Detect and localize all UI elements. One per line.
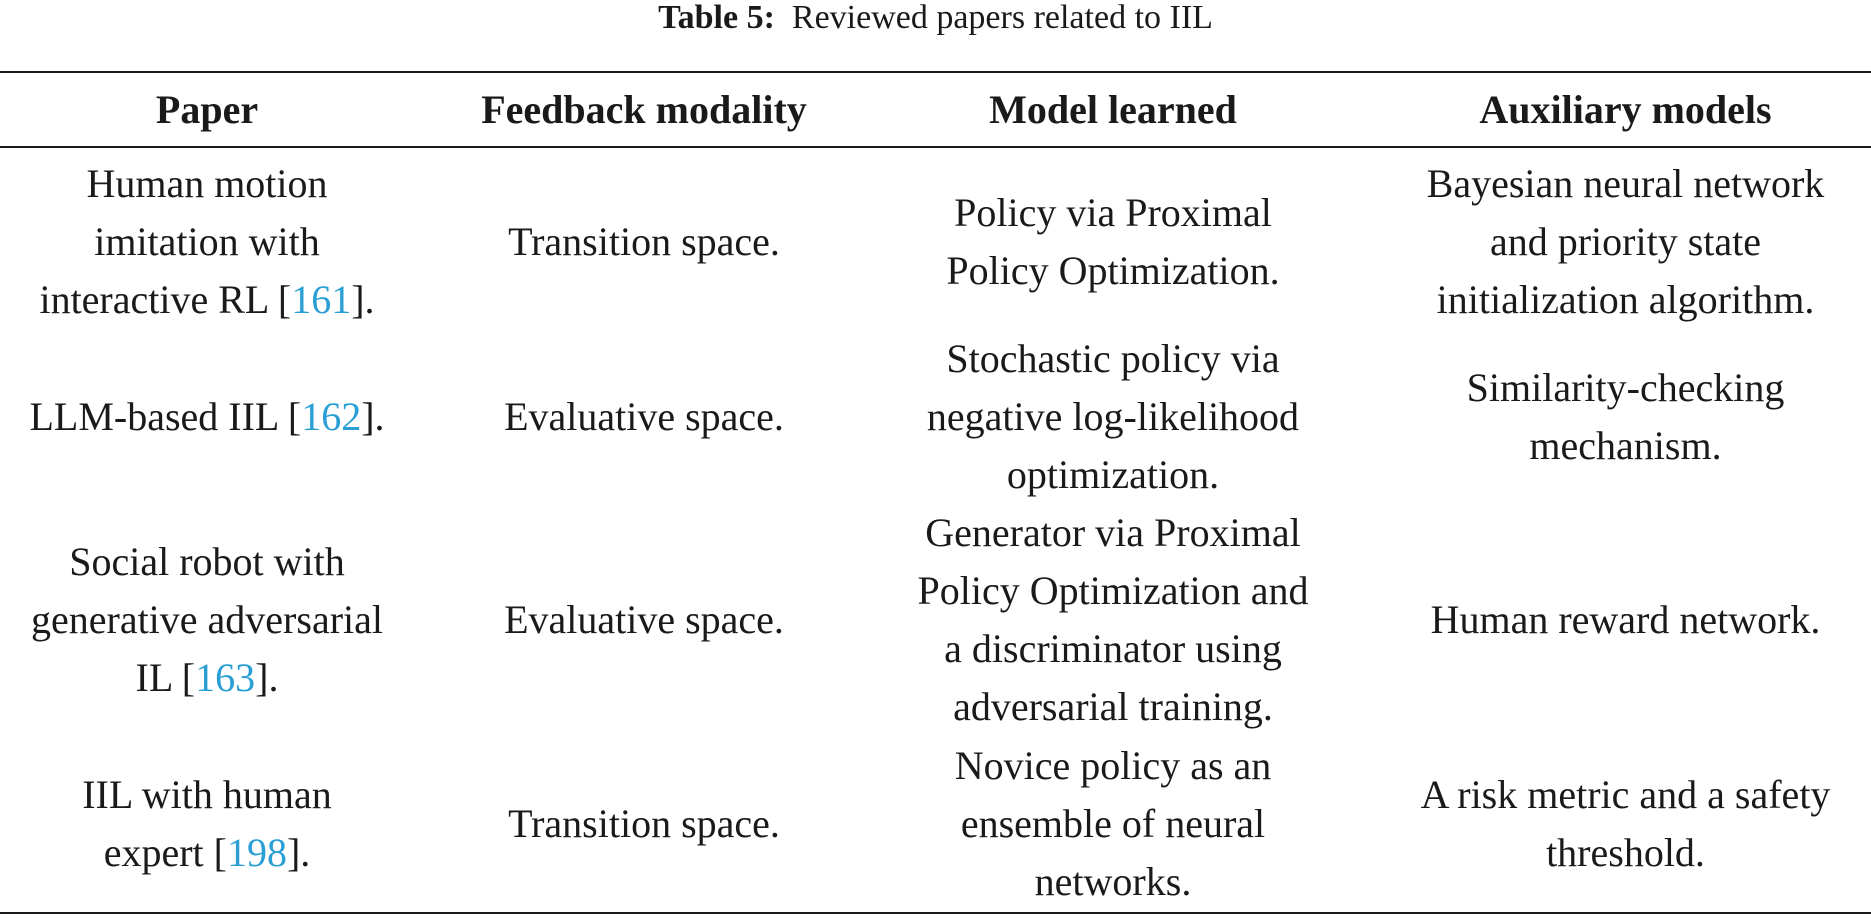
cell-model-learned	[868, 504, 1358, 736]
citation-link[interactable]: 162	[301, 393, 362, 439]
cell-model-learned	[868, 736, 1358, 911]
cell-aux-line: threshold.	[1546, 829, 1705, 875]
cell-paper	[0, 329, 414, 504]
table-caption	[0, 0, 1871, 38]
cell-model-line: Novice policy as an	[954, 742, 1272, 788]
cell-feedback-text: Evaluative space.	[504, 393, 784, 439]
table-row	[0, 504, 1871, 736]
cell-model-line: optimization.	[1006, 451, 1220, 497]
cell-feedback-text: Transition space.	[508, 218, 780, 264]
cell-aux-line: Similarity-checking	[1466, 364, 1785, 410]
table-caption-text: Reviewed papers related to IIL	[791, 0, 1213, 36]
cell-paper-line: Social robot with	[69, 539, 345, 584]
cell-paper-line-last: LLM-based IIL [162].	[29, 393, 385, 439]
header-feedback-modality: Feedback modality	[481, 87, 807, 132]
table-header-row	[0, 73, 1871, 147]
table-bottom-rule	[0, 912, 1871, 914]
cell-feedback-modality	[444, 504, 844, 736]
cell-feedback-modality	[444, 736, 844, 911]
cell-model-line: adversarial training.	[953, 684, 1273, 729]
cell-model-learned	[868, 329, 1358, 504]
table-row	[0, 154, 1871, 329]
cell-feedback-text: Evaluative space.	[504, 597, 784, 642]
cell-feedback-modality	[444, 329, 844, 504]
cell-auxiliary-models	[1380, 154, 1871, 329]
cell-auxiliary-models	[1380, 504, 1871, 736]
table-row	[0, 736, 1871, 911]
cell-paper-line-last: expert [198].	[103, 829, 311, 875]
citation-link[interactable]: 198	[226, 829, 287, 875]
cell-aux-line: initialization algorithm.	[1436, 276, 1815, 322]
cell-aux-line: mechanism.	[1529, 422, 1722, 468]
cell-model-line: Policy Optimization.	[946, 247, 1280, 293]
header-paper: Paper	[155, 87, 259, 132]
header-model-learned: Model learned	[989, 87, 1237, 132]
cell-aux-line: Bayesian neural network	[1426, 160, 1825, 206]
cell-model-learned	[868, 154, 1358, 329]
cell-paper-line-last: IL [163].	[135, 655, 279, 700]
cell-model-line: Policy via Proximal	[954, 189, 1272, 235]
cell-model-line: Policy Optimization and	[917, 568, 1309, 613]
cell-model-line: networks.	[1034, 858, 1192, 904]
cell-paper-line: Human motion	[86, 160, 328, 206]
cell-model-line: ensemble of neural	[960, 800, 1266, 846]
cell-model-line: a discriminator using	[944, 626, 1282, 671]
cell-model-line: negative log-likelihood	[926, 393, 1300, 439]
cell-aux-line: A risk metric and a safety	[1420, 771, 1831, 817]
table-header-rule	[0, 146, 1871, 148]
cell-model-line: Stochastic policy via	[946, 335, 1280, 381]
cell-paper-line: imitation with	[94, 218, 320, 264]
header-auxiliary-models: Auxiliary models	[1479, 87, 1772, 132]
cell-paper	[0, 504, 414, 736]
citation-link[interactable]: 163	[195, 655, 256, 700]
cell-paper-line: IIL with human	[82, 771, 332, 817]
cell-paper	[0, 154, 414, 329]
cell-model-line: Generator via Proximal	[925, 510, 1301, 555]
cell-aux-line: and priority state	[1489, 218, 1762, 264]
citation-link[interactable]: 161	[291, 276, 352, 322]
cell-auxiliary-models	[1380, 736, 1871, 911]
cell-paper-line-last: interactive RL [161].	[39, 276, 375, 322]
cell-paper	[0, 736, 414, 911]
table-row	[0, 329, 1871, 504]
table-caption-label: Table 5:	[658, 0, 775, 36]
cell-paper-line: generative adversarial	[30, 597, 383, 642]
cell-aux-line: Human reward network.	[1430, 597, 1821, 642]
cell-feedback-modality	[444, 154, 844, 329]
cell-auxiliary-models	[1380, 329, 1871, 504]
cell-feedback-text: Transition space.	[508, 800, 780, 846]
